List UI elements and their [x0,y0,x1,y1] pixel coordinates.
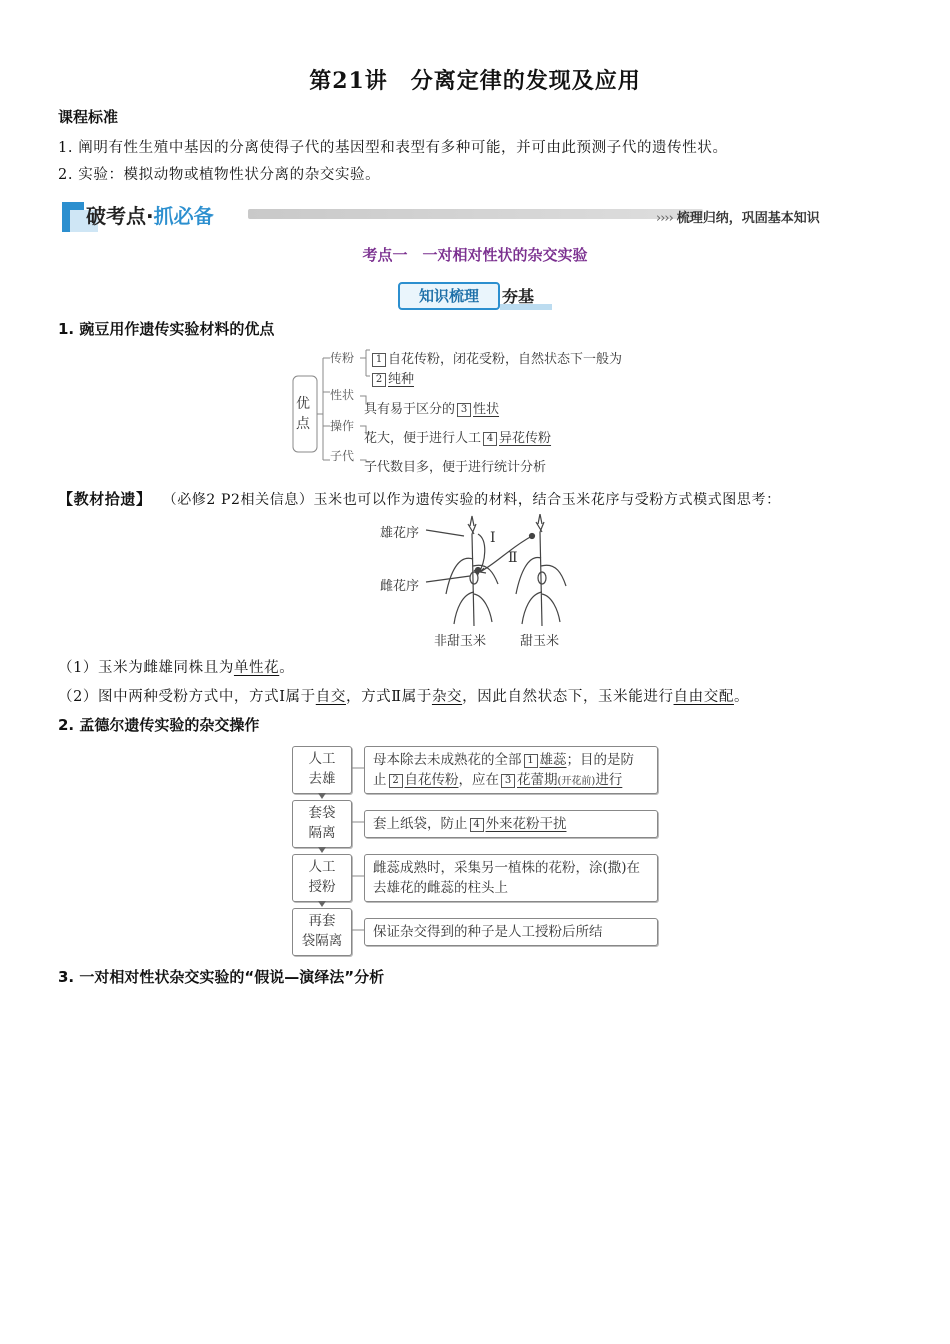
double-chevron-icon: ›››› [656,211,673,226]
arrow-down-icon [318,901,326,907]
row-chuanfen-2: 2 纯种 [370,368,414,387]
key-caozuo: 操作 [330,419,355,433]
row-caozuo: 花大，便于进行人工 4 异花传粉 [364,431,552,446]
label-mode-2: Ⅱ [508,550,518,566]
advantages-diagram [290,346,710,476]
step-rebagging: 再套 袋隔离 [292,908,352,956]
step-bagging: 套袋 隔离 [292,800,352,848]
jiaocai-paragraph: 【教材拾遗】 （必修2 P2相关信息）玉米也可以作为遗传实验的材料，结合玉米花序与受粉方式模式图思考： [58,490,781,508]
jiaocai-label: 【教材拾遗】 [58,490,152,508]
section-banner [58,198,858,234]
section2-heading: 2. 孟德尔遗传实验的杂交操作 [58,716,260,734]
key-zidai: 子代 [330,449,355,463]
row-zidai: 子代数目多，便于进行统计分析 [364,460,547,475]
jiaocai-q1: （1）玉米为雌雄同株且为单性花。 [58,660,295,676]
kaodian-title: 考点一 一对相对性状的杂交实验 [362,246,588,264]
knowledge-label [398,280,552,310]
desc-pollination: 雌蕊成熟时，采集另一植株的花粉，涂(撒)在 去雄花的雌蕊的柱头上 [364,854,658,902]
arrow-down-icon [318,793,326,799]
label-male-flower: 雄花序 [380,526,420,541]
banner-bar [248,209,703,219]
section1-heading: 1. 豌豆用作遗传实验材料的优点 [58,320,275,338]
desc-emasculation: 母本除去未成熟花的全部 1 雄蕊；目的是防 止 2 自花传粉，应在 3 花蕾期(开花前)进行 [364,746,658,794]
section3-heading: 3. 一对相对性状杂交实验的“假说—演绎法”分析 [58,968,385,986]
curriculum-item-1: 1. 阐明有性生殖中基因的分离使得子代的基因型和表型有多种可能，并可由此预测子代的遗传性状。 [58,140,728,156]
knowledge-tag: 知识梳理 [398,282,500,310]
label-mode-1: Ⅰ [490,530,496,546]
knowledge-right: 夯基 [502,287,535,306]
hybrid-flowchart [292,746,662,950]
banner-title: 破考点·抓必备 [86,204,214,228]
label-plant-nonsweet: 非甜玉米 [434,634,487,649]
center-label: 优点 [296,396,310,432]
corn-figure [370,514,610,650]
desc-bagging: 套上纸袋，防止 4 外来花粉干扰 [364,810,658,838]
jiaocai-q2: （2）图中两种受粉方式中，方式Ⅰ属于自交，方式Ⅱ属于杂交，因此自然状态下，玉米能进行自由交配。 [58,689,750,705]
row-chuanfen-1: 1 自花传粉，闭花受粉，自然状态下一般为 [370,348,622,367]
page-title: 第21讲 分离定律的发现及应用 [309,68,641,94]
flow-connectors [352,746,364,952]
label-plant-sweet: 甜玉米 [520,634,560,649]
curriculum-heading: 课程标准 [58,108,119,126]
desc-rebagging: 保证杂交得到的种子是人工授粉后所结 [364,918,658,946]
curriculum-item-2: 2. 实验：模拟动物或植物性状分离的杂交实验。 [58,167,381,183]
step-pollination: 人工 授粉 [292,854,352,902]
step-emasculation: 人工 去雄 [292,746,352,794]
corn-plants-illustration [370,514,610,630]
key-chuanfen: 传粉 [330,351,355,365]
label-female-flower: 雌花序 [380,579,420,594]
key-xingzhuang: 性状 [330,388,355,402]
row-xingzhuang: 具有易于区分的 3 性状 [364,402,500,417]
arrow-down-icon [318,847,326,853]
banner-subtitle: ›››› 梳理归纳，巩固基本知识 [656,211,820,226]
